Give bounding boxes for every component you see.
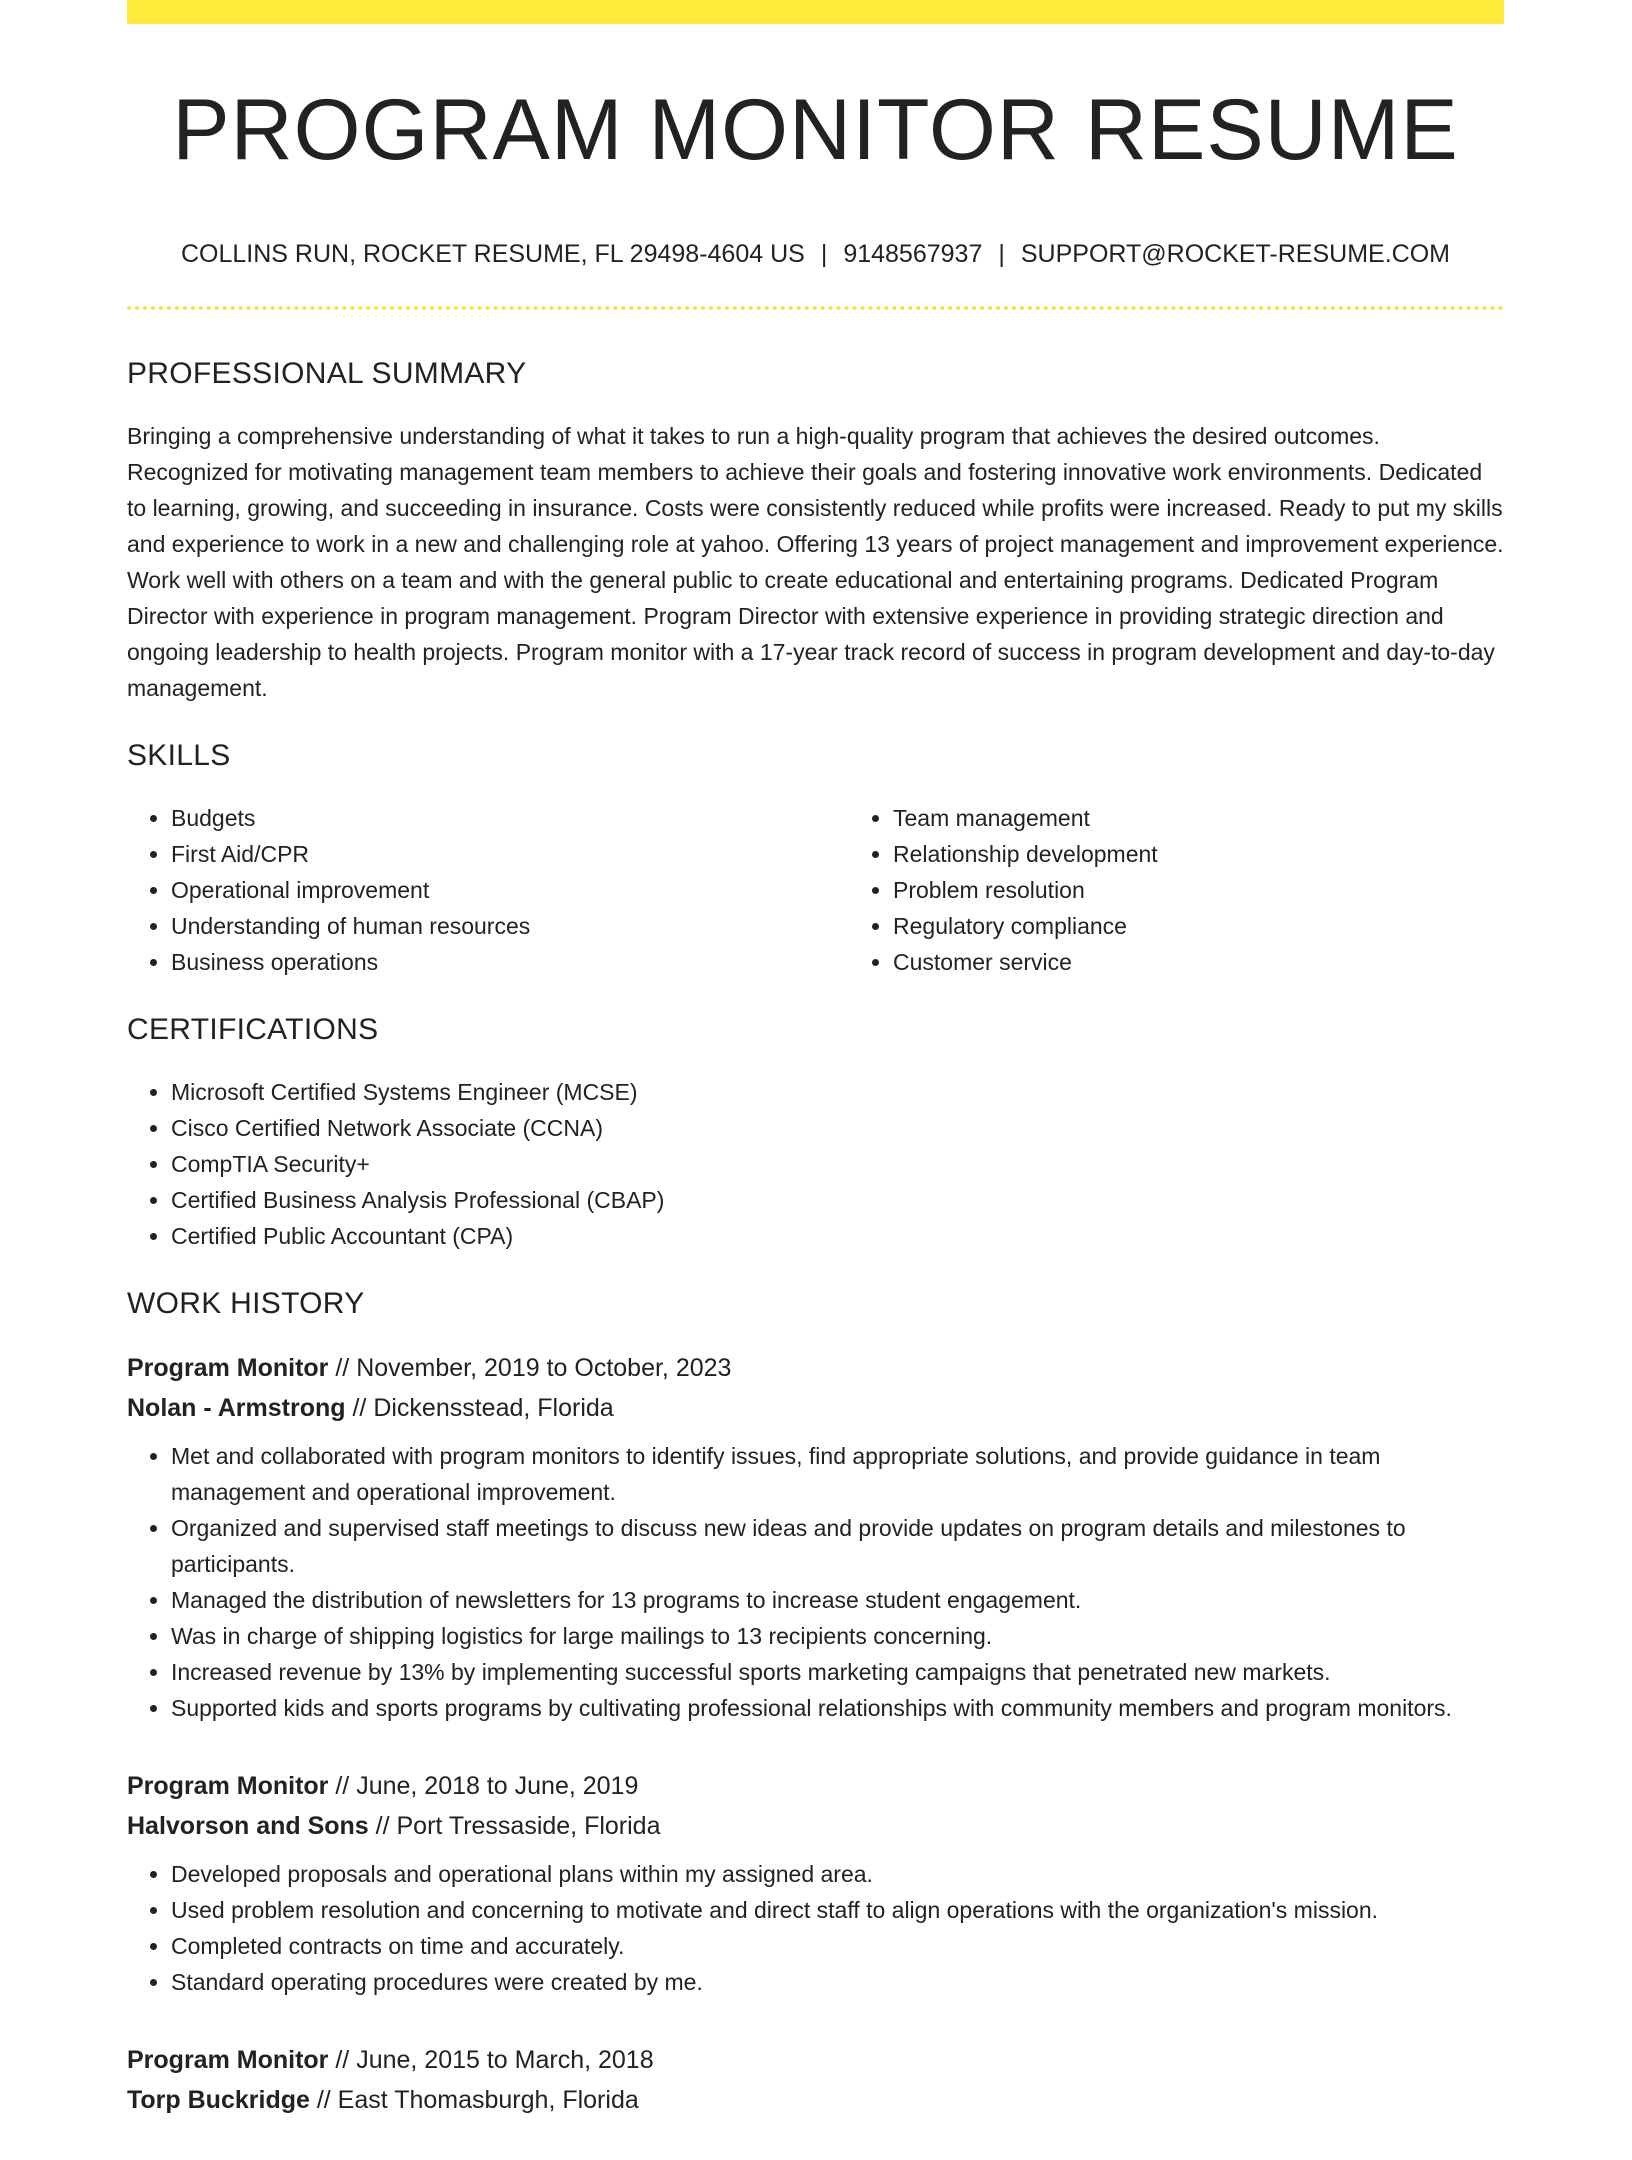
certification-item: • Certified Business Analysis Professional (CBAP) — [171, 1182, 1504, 1218]
skill-item: • Relationship development — [893, 836, 1571, 872]
job-bullet: • Was in charge of shipping logistics for large mailings to 13 recipients concerning. — [171, 1618, 1504, 1654]
skill-item: • Understanding of human resources — [171, 908, 849, 944]
skill-item: • Budgets — [171, 800, 849, 836]
skill-item: • Business operations — [171, 944, 849, 980]
contact-address: COLLINS RUN, ROCKET RESUME, FL 29498-4604 US — [180, 240, 805, 268]
summary-text: Bringing a comprehensive understanding of what it takes to run a high-quality program that achieves the desired outcomes. Recognized for motivating management team members to achieve their goals and fostering innovative work environments. Dedicated to learning, growing, and succeeding in insurance. Costs were consistently reduced while profits were increased. Ready to put my skills and experience to work in a new and challenging role at yahoo. Offering 13 years of project management and improvement experience. Work well with others on a team and with the general public to create educational and entertaining programs. Dedicated Program Director with experience in program management. Program Director with extensive experience in providing strategic direction and ongoing leadership to health projects. Program monitor with a 17-year track record of success in program development and day-to-day management. — [127, 423, 1504, 701]
resume-title: PROGRAM MONITOR RESUME — [172, 82, 1459, 178]
job-company-line — [127, 1388, 1504, 1428]
contact-separator: | — [820, 240, 828, 268]
accent-bar — [127, 0, 1504, 24]
skill-item: • Problem resolution — [893, 872, 1571, 908]
job-title: Program Monitor — [127, 1772, 329, 1800]
job-company: Halvorson and Sons — [127, 1812, 369, 1840]
contact-separator: | — [998, 240, 1005, 268]
certifications-section — [127, 1008, 1504, 1254]
job-bullet: • Organized and supervised staff meetings to discuss new ideas and provide updates on program details and milestones to participants. — [171, 1510, 1504, 1582]
contact-line — [127, 236, 1504, 272]
work-history-heading: WORK HISTORY — [127, 1287, 365, 1320]
job-bullet: • Met and collaborated with program monitors to identify issues, find appropriate solutions, and provide guidance in team management and operational improvement. — [171, 1438, 1504, 1510]
job-title: Program Monitor — [127, 1354, 329, 1382]
job-title: Program Monitor — [127, 2046, 329, 2074]
summary-heading: PROFESSIONAL SUMMARY — [127, 357, 527, 390]
resume-content — [127, 352, 1504, 2160]
job-company: Torp Buckridge — [127, 2086, 310, 2114]
job-bullet: • Managed the distribution of newsletters for 13 programs to increase student engagement. — [171, 1582, 1504, 1618]
job-title-line — [127, 2040, 1504, 2080]
job-bullet: • Used problem resolution and concerning to motivate and direct staff to align operations with the organization's mission. — [171, 1892, 1504, 1928]
job-company: Nolan - Armstrong — [127, 1394, 346, 1422]
skill-item: • First Aid/CPR — [171, 836, 849, 872]
job-dates: // June, 2015 to March, 2018 — [328, 2046, 654, 2074]
job-dates: // November, 2019 to October, 2023 — [328, 1354, 732, 1382]
certification-item: • CompTIA Security+ — [171, 1146, 1504, 1182]
skills-heading: SKILLS — [127, 739, 231, 772]
job-company-line — [127, 1806, 1504, 1846]
job-title-line — [127, 1766, 1504, 1806]
job-entry — [127, 1766, 1504, 2000]
certifications-list — [127, 1074, 1504, 1254]
certification-item: • Microsoft Certified Systems Engineer (MCSE) — [171, 1074, 1504, 1110]
header-divider — [127, 306, 1504, 310]
skill-item: • Regulatory compliance — [893, 908, 1571, 944]
job-bullet: • Increased revenue by 13% by implementing successful sports marketing campaigns that penetrated new markets. — [171, 1654, 1504, 1690]
skills-list-left — [127, 800, 849, 980]
job-entry — [127, 1348, 1504, 1726]
summary-section — [127, 352, 1504, 706]
job-location: // Port Tressaside, Florida — [368, 1812, 661, 1840]
skills-section — [127, 734, 1504, 980]
job-bullet: • Developed proposals and operational plans within my assigned area. — [171, 1856, 1504, 1892]
job-location: // East Thomasburgh, Florida — [309, 2086, 639, 2114]
skill-item: • Operational improvement — [171, 872, 849, 908]
job-dates: // June, 2018 to June, 2019 — [328, 1772, 639, 1800]
job-entry — [127, 2040, 1504, 2120]
job-title-line — [127, 1348, 1504, 1388]
certification-item: • Cisco Certified Network Associate (CCNA) — [171, 1110, 1504, 1146]
job-bullet: • Supported kids and sports programs by cultivating professional relationships with community members and program monitors. — [171, 1690, 1504, 1726]
certifications-heading: CERTIFICATIONS — [127, 1013, 379, 1046]
job-bullets — [127, 1438, 1504, 1726]
work-history-section — [127, 1282, 1504, 2120]
skill-item: • Customer service — [893, 944, 1571, 980]
certification-item: • Certified Public Accountant (CPA) — [171, 1218, 1504, 1254]
job-bullet: • Completed contracts on time and accurately. — [171, 1928, 1504, 1964]
skills-list-right — [849, 800, 1571, 980]
job-location: // Dickensstead, Florida — [345, 1394, 614, 1422]
skills-grid — [127, 800, 1504, 980]
contact-email: SUPPORT@ROCKET-RESUME.COM — [1020, 240, 1450, 268]
skill-item: • Team management — [893, 800, 1571, 836]
job-bullets — [127, 1856, 1504, 2000]
job-bullet: • Standard operating procedures were created by me. — [171, 1964, 1504, 2000]
job-company-line — [127, 2080, 1504, 2120]
contact-phone: 9148567937 — [843, 240, 983, 268]
